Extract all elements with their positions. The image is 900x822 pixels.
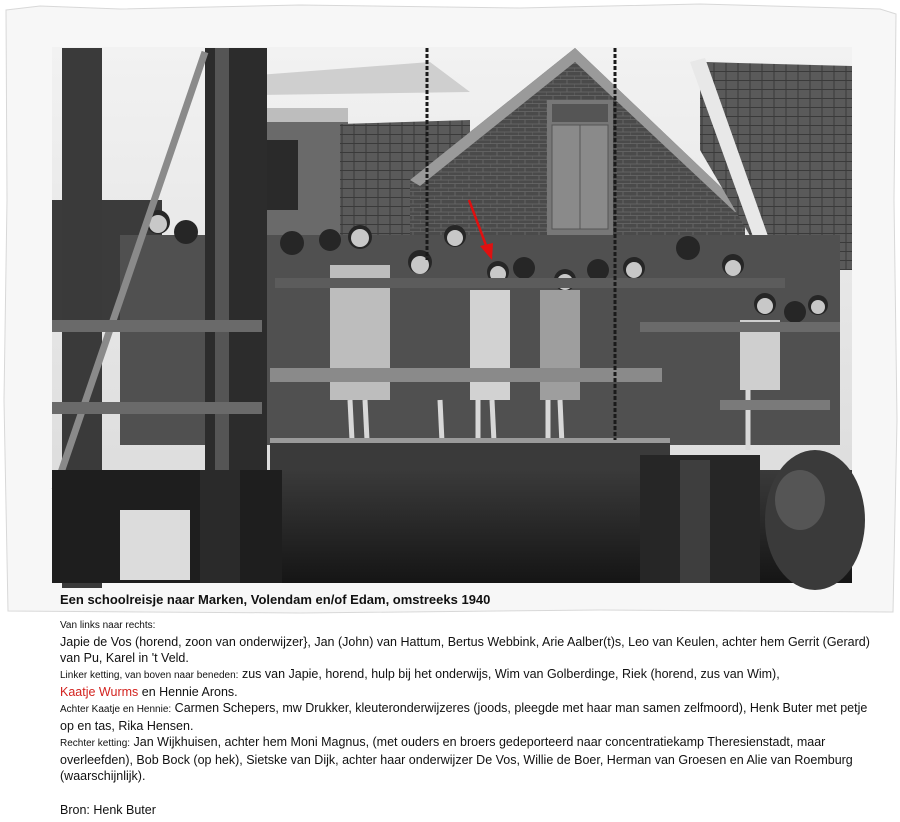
- caption-block: [60, 592, 880, 818]
- highlighted-name: Kaatje Wurms: [60, 685, 139, 699]
- row-text: zus van Japie, horend, hulp bij het onderwijs, Wim van Golberdinge, Riek (horend, zus van Wim),: [238, 667, 780, 681]
- row-lead: Rechter ketting:: [60, 738, 131, 749]
- row-lead: Achter Kaatje en Hennie:: [60, 704, 172, 715]
- row-lead: Linker ketting, van boven naar beneden:: [60, 670, 239, 681]
- row-text: Jan Wijkhuisen, achter hem Moni Magnus, (met ouders en broers gedeporteerd naar concentratiekamp Theresienstadt, maar overleefden), Bob Bock (op hek), Sietske van Dijk, achter haar onderwijzer De Vos, Willie de Boer, Herman van Groesen en Alie van Roemburg (waarschijnlijk).: [60, 735, 853, 783]
- photo-image: [52, 47, 865, 590]
- row-lead: Van links naar rechts:: [60, 620, 156, 631]
- caption-row-left-to-right: [60, 616, 880, 666]
- caption-row-left-chain: [60, 666, 880, 700]
- caption-title: Een schoolreisje naar Marken, Volendam en/of Edam, omstreeks 1940: [60, 592, 491, 607]
- row-text-after: en Hennie Arons.: [138, 685, 238, 699]
- row-text: Japie de Vos (horend, zoon van onderwijzer}, Jan (John) van Hattum, Bertus Webbink, Arie Aalber(t)s, Leo van Keulen, achter hem Gerrit (Gerard) van Pu, Karel in 't Veld.: [60, 635, 870, 665]
- caption-row-behind: [60, 700, 880, 734]
- row-text: Carmen Schepers, mw Drukker, kleuteronderwijzeres (joods, pleegde met haar man samen zelfmoord), Henk Buter met petje op en tas, Rika Hensen.: [60, 701, 868, 733]
- source-credit: Bron: Henk Buter: [60, 803, 156, 817]
- caption-row-right-chain: [60, 734, 880, 784]
